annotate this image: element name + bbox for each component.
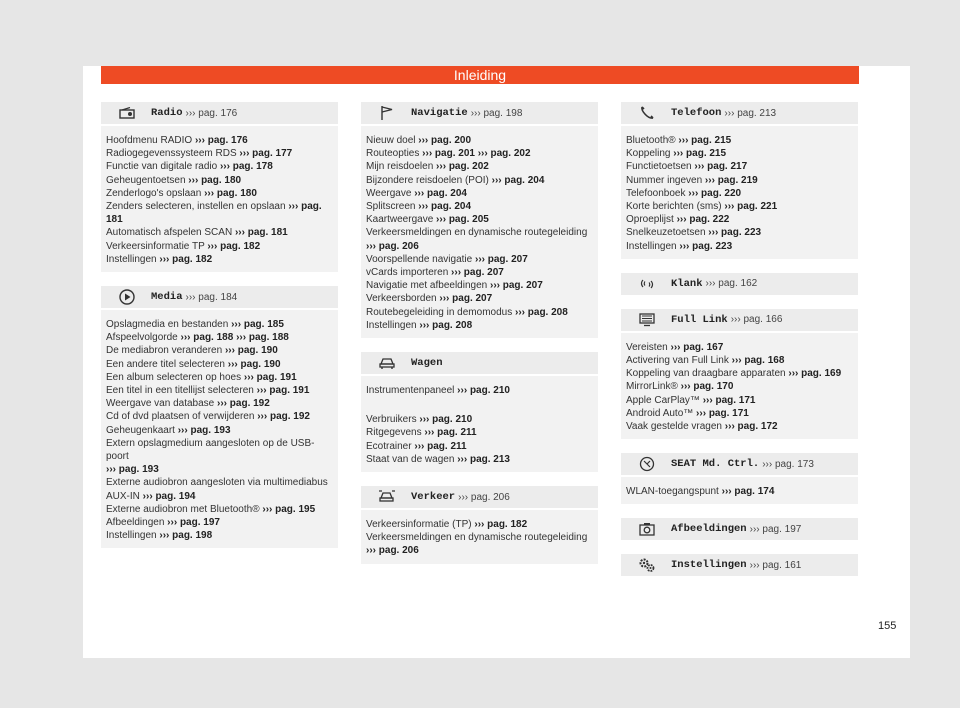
toc-line-page-ref: ››› pag. 222 [676,214,730,226]
toc-line-page-ref: ››› pag. 207 [439,293,493,305]
toc-line-text: Functietoetsen [626,161,695,173]
toc-line [366,147,592,160]
toc-line-page-ref: ››› pag. 211 [424,427,477,439]
toc-line [106,174,332,187]
toc-line-text: Bijzondere reisdoelen (POI) [366,174,492,186]
toc-line-page-ref: 181 [106,214,123,226]
toc-line-page-ref: ››› pag. 201 ››› pag. 202 [422,148,531,160]
toc-line-page-ref: ››› pag. 223 [679,240,733,252]
toc-line [626,380,852,393]
section-afbeeldingen [621,518,858,540]
toc-line-page-ref: ››› pag. 204 [418,201,472,213]
toc-line [626,226,852,239]
toc-line-text: Afspeelvolgorde [106,332,181,344]
section-header-navigatie [361,102,598,124]
toc-line-text: Routeopties [366,148,423,160]
section-body-radio [101,126,338,272]
toc-line-text: Nummer ingeven [626,174,705,186]
section-body-verkeer [361,510,598,564]
toc-line [366,240,592,253]
play-icon [117,289,137,305]
toc-line-text: Android Auto™ [626,407,697,419]
toc-line-text: Zenderlogo's opslaan [106,187,205,199]
toc-line-text: Opslagmedia en bestanden [106,319,232,331]
toc-line-page-ref: ››› pag. 182 [474,519,528,531]
toc-line [626,367,852,380]
full-link-icon [637,312,657,328]
toc-line [626,147,852,160]
toc-line-text: Kaartweergave [366,214,437,226]
toc-line-page-ref: ››› pag. 191 [256,385,310,397]
section-verkeer [361,486,598,564]
toc-line-text: Instrumentenpaneel [366,385,458,397]
section-page-ref: ››› pag. 213 [724,107,777,119]
toc-line-text: Koppeling [626,148,674,160]
toc-line [366,544,592,557]
toc-line-text: Korte berichten (sms) [626,201,725,213]
toc-line-page-ref: ››› pag. 170 [680,381,734,393]
toc-line-page-ref: ››› pag. 210 [419,414,473,426]
toc-line [366,174,592,187]
toc-line-text: vCards importeren [366,267,452,279]
section-body-seat-md-ctrl [621,477,858,504]
section-body-wagen [361,376,598,472]
toc-line-page-ref: ››› pag. 202 [436,161,489,173]
toc-line [626,354,852,367]
toc-line-page-ref: ››› pag. 206 [366,240,419,252]
phone-icon [637,105,657,121]
toc-line [106,134,332,147]
toc-line-page-ref: ››› pag. 210 [457,385,510,397]
toc-line [106,160,332,173]
toc-line-page-ref: ››› pag. 182 [207,240,261,252]
toc-line-page-ref: ››› pag. 220 [688,187,742,199]
toc-line-page-ref: ››› pag. 181 [234,227,288,239]
toc-line-text: Geheugenkaart [106,424,178,436]
toc-line-page-ref: ››› pag. 194 [142,490,196,502]
toc-line-text: Verkeersinformatie (TP) [366,519,475,531]
section-page-ref: ››› pag. 197 [749,523,802,535]
section-body-navigatie [361,126,598,338]
toc-line-page-ref: ››› pag. 193 [177,424,231,436]
toc-line [106,516,332,529]
toc-line-page-ref: ››› pag. 198 [159,530,213,542]
section-header-verkeer [361,486,598,508]
toc-line-text: Automatisch afspelen SCAN [106,227,235,239]
toc-line [626,341,852,354]
toc-line-text: Instellingen [366,319,420,331]
wagen-lines-a [366,384,592,397]
toc-line-text: Ecotrainer [366,440,415,452]
toc-line-page-ref: ››› pag. 190 [224,345,278,357]
toc-line [106,213,332,226]
section-header-klank [621,273,858,295]
toc-line-page-ref: ››› pag. 211 [414,440,467,452]
section-radio [101,102,338,272]
camera-icon [637,521,657,537]
toc-line-page-ref: ››› pag. 171 [702,394,756,406]
section-title: Klank [671,277,703,290]
section-title: Telefoon [671,107,722,119]
toc-line [106,187,332,200]
column-1 [101,102,338,562]
section-title: Instellingen [671,559,747,572]
toc-line-page-ref: ››› pag. 192 [217,398,270,410]
toc-line-text: Externe audiobron aangesloten via multimediabus [106,477,328,489]
section-klank [621,273,858,295]
toc-line [366,518,592,531]
section-body-full-link [621,333,858,439]
section-telefoon [621,102,858,259]
toc-line-text: Oproeplijst [626,214,677,226]
toc-line-text: Vereisten [626,341,671,353]
toc-line [626,407,852,420]
toc-line-page-ref: ››› pag. 195 [262,503,316,515]
section-title: Afbeeldingen [671,523,747,536]
toc-line [106,529,332,542]
toc-line-page-ref: ››› pag. 180 [188,174,242,186]
toc-line-page-ref: ››› pag. 185 [231,319,284,331]
toc-line-page-ref: ››› pag. 200 [418,135,472,146]
toc-line-text: MirrorLink® [626,381,681,393]
toc-line-page-ref: ››› pag. 208 [515,306,568,318]
column-2 [361,102,598,578]
toc-line-text: Mijn reisdoelen [366,161,437,173]
toc-line-text: Ritgegevens [366,427,425,439]
toc-line [626,420,852,433]
section-page-ref: ››› pag. 162 [705,278,758,290]
toc-line-text: Routebegeleiding in demomodus [366,306,515,318]
section-header-wagen [361,352,598,374]
section-title: Verkeer [411,491,456,504]
toc-line [106,240,332,253]
toc-line [106,318,332,331]
toc-line-page-ref: ››› pag. 207 [451,267,504,279]
toc-line-text: Radiogegevenssysteem RDS [106,148,240,160]
section-wagen [361,352,598,472]
toc-line-text: Verbruikers [366,414,420,426]
toc-line-page-ref: ››› pag. 204 [491,174,545,186]
page-number: 155 [878,620,897,632]
toc-line [366,213,592,226]
column-3 [621,102,858,590]
toc-line-page-ref: ››› pag. 223 [708,227,762,239]
toc-line-page-ref: ››› pag. 174 [721,486,775,498]
toc-line-page-ref: ››› pag. 167 [670,341,724,353]
toc-line [626,200,852,213]
toc-line-page-ref: ››› pag. 205 [436,214,489,226]
toc-line [106,410,332,423]
toc-line [366,384,592,397]
toc-line [106,437,332,463]
toc-line [366,134,592,147]
toc-line [366,253,592,266]
toc-line [366,453,592,466]
toc-line-page-ref: ››› pag. 178 [219,161,273,173]
toc-line [106,200,332,213]
toc-line-page-ref: ››› pag. 169 [788,368,842,380]
section-media [101,286,338,548]
toc-line [626,134,852,147]
toc-line-text: Zenders selecteren, instellen en opslaan [106,201,289,213]
toc-line-text: Voorspellende navigatie [366,253,475,265]
toc-line-page-ref: ››› pag. 177 [239,148,293,160]
toc-line [366,426,592,439]
toc-line-page-ref: ››› pag. 208 [419,319,473,331]
toc-line-text: Nieuw doel [366,135,419,146]
toc-line [366,226,592,239]
toc-line-page-ref: ››› pag. 171 [696,407,749,419]
section-header-radio [101,102,338,124]
toc-line [106,463,332,476]
toc-line [106,384,332,397]
section-header-full-link [621,309,858,331]
section-page-ref: ››› pag. 198 [470,107,523,119]
toc-line-text: Navigatie met afbeeldingen [366,280,490,292]
section-header-afbeeldingen [621,518,858,540]
toc-line [366,531,592,544]
toc-line-text: Vaak gestelde vragen [626,421,725,433]
car-icon [377,355,397,371]
toc-line [626,240,852,253]
toc-line [106,397,332,410]
toc-line [106,424,332,437]
toc-line-page-ref: ››› pag. 213 [457,453,510,465]
section-body-media [101,310,338,548]
toc-line-page-ref: ››› pag. 221 [724,201,778,213]
toc-line-page-ref: ››› pag. 217 [694,161,748,173]
toc-line-page-ref: ››› pag. 197 [167,517,220,529]
toc-line-text: Een titel in een titellijst selecteren [106,385,257,397]
section-page-ref: ››› pag. 161 [749,559,802,571]
toc-line [626,485,852,498]
toc-line-page-ref: ››› pag. 207 [489,280,543,292]
section-title: Radio [151,107,183,119]
toc-line-page-ref: ››› pag. 207 [474,253,528,265]
toc-line-page-ref: ››› pag. 182 [159,253,213,265]
toc-line-page-ref: ››› pag. [288,201,322,213]
toc-line-page-ref: ››› pag. 215 [678,135,732,146]
section-title: Media [151,291,183,304]
section-title: Navigatie [411,107,468,119]
sound-icon [637,276,657,292]
toc-line-page-ref: ››› pag. 188 ››› pag. 188 [180,332,289,344]
toc-line-text: Verkeersmeldingen en dynamische routegeleiding [366,227,588,239]
section-seat-md-ctrl [621,453,858,504]
section-page-ref: ››› pag. 176 [185,107,238,119]
toc-line [106,358,332,371]
toc-line-text: Koppeling van draagbare apparaten [626,368,789,380]
toc-line-text: Apple CarPlay™ [626,394,703,406]
toc-line [106,371,332,384]
section-page-ref: ››› pag. 206 [458,491,510,503]
toc-line-text: Extern opslagmedium aangesloten op de USB-poort [106,437,315,463]
toc-line [106,147,332,160]
section-title: Wagen [411,357,443,370]
section-page-ref: ››› pag. 184 [185,291,238,303]
toc-line-page-ref: ››› pag. 192 [257,411,310,423]
section-header-instellingen [621,554,858,576]
radio-icon [117,105,137,121]
toc-line-text: Verkeersborden [366,293,440,305]
toc-line [106,226,332,239]
toc-line-text: Telefoonboek [626,187,689,199]
section-title: SEAT Md. Ctrl. [671,458,760,471]
toc-line-page-ref: ››› pag. 176 [194,135,248,146]
toc-line-page-ref: ››› pag. 193 [106,464,159,476]
toc-line [106,503,332,516]
toc-line [366,200,592,213]
toc-line [366,440,592,453]
section-header-media [101,286,338,308]
toc-line-page-ref: ››› pag. 172 [724,421,778,433]
toc-line-page-ref: ››› pag. 206 [366,545,419,557]
toc-line [366,319,592,332]
toc-line [106,490,332,503]
toc-line-text: Hoofdmenu RADIO [106,135,195,146]
toc-line [626,160,852,173]
section-navigatie [361,102,598,338]
toc-line-page-ref: ››› pag. 219 [704,174,758,186]
toc-line-text: Een album selecteren op hoes [106,371,244,383]
section-instellingen [621,554,858,576]
toc-line [106,253,332,266]
toc-line-page-ref: ››› pag. 215 [673,148,727,160]
toc-line-page-ref: ››› pag. 190 [227,358,281,370]
page-header-title: Inleiding [101,66,859,84]
toc-line-text: Weergave [366,187,415,199]
toc-line-text: Verkeersmeldingen en dynamische routegeleiding [366,532,588,544]
toc-line-text: Snelkeuzetoetsen [626,227,709,239]
toc-line-page-ref: ››› pag. 204 [414,187,467,199]
toc-line-text: AUX-IN [106,490,143,502]
toc-line-text: Weergave van database [106,398,218,410]
toc-line-page-ref: ››› pag. 191 [243,371,297,383]
toc-line [366,279,592,292]
section-title: Full Link [671,313,728,326]
toc-line [366,292,592,305]
toc-line [366,160,592,173]
toc-line-page-ref: ››› pag. 180 [204,187,257,199]
toc-line-text: WLAN-toegangspunt [626,486,722,498]
toc-line-text: Instellingen [106,253,160,265]
toc-line-text: Activering van Full Link [626,355,732,367]
toc-line-page-ref: ››› pag. 168 [731,355,785,367]
toc-line [366,266,592,279]
toc-line [366,413,592,426]
toc-line-text: Verkeersinformatie TP [106,240,208,252]
toc-line [626,174,852,187]
toc-line-text: Staat van de wagen [366,453,458,465]
toc-line-text: De mediabron veranderen [106,345,225,357]
toc-line [366,187,592,200]
toc-line-text: Functie van digitale radio [106,161,220,173]
toc-line [626,213,852,226]
toc-line [366,306,592,319]
toc-line-text: Geheugentoetsen [106,174,189,186]
toc-line [626,187,852,200]
seat-ctrl-icon [637,456,657,472]
toc-line-text: Bluetooth® [626,135,679,146]
section-page-ref: ››› pag. 173 [762,458,814,470]
traffic-car-icon [377,489,397,505]
section-full-link [621,309,858,439]
section-header-telefoon [621,102,858,124]
toc-line-text: Instellingen [626,240,680,252]
section-header-seat-md-ctrl [621,453,858,475]
gears-icon [637,557,657,573]
flag-icon [377,105,397,121]
spacer [366,397,592,413]
wagen-lines-b [366,413,592,466]
toc-line-text: Instellingen [106,530,160,542]
toc-line-text: Cd of dvd plaatsen of verwijderen [106,411,258,423]
toc-line [626,394,852,407]
toc-line [106,344,332,357]
section-page-ref: ››› pag. 166 [730,314,783,326]
toc-line [106,476,332,489]
toc-line-text: Splitscreen [366,201,419,213]
toc-line-text: Afbeeldingen [106,517,168,529]
toc-line [106,331,332,344]
toc-line-text: Een andere titel selecteren [106,358,228,370]
toc-line-text: Externe audiobron met Bluetooth® [106,503,263,515]
section-body-telefoon [621,126,858,259]
